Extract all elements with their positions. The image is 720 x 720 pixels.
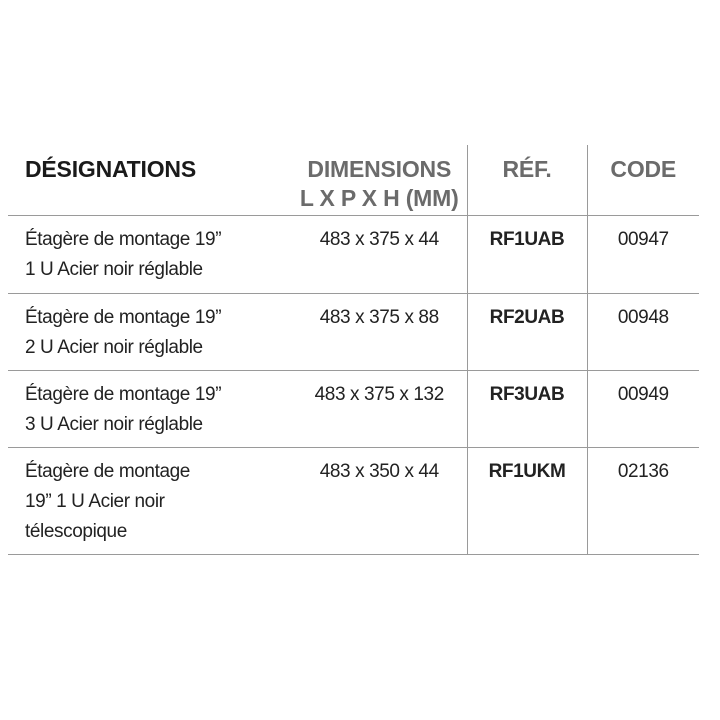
header-dimensions-label: DIMENSIONS	[307, 156, 452, 182]
cell-code: 02136	[587, 447, 699, 554]
header-designations	[8, 145, 292, 215]
cell-ref: RF1UKM	[467, 447, 587, 554]
cell-code: 00948	[587, 293, 699, 370]
table-row	[8, 447, 699, 554]
cell-ref: RF3UAB	[467, 370, 587, 447]
header-code-label: CODE	[610, 156, 677, 182]
product-spec-table	[8, 145, 699, 555]
cell-code: 00949	[587, 370, 699, 447]
cell-designation	[8, 447, 292, 554]
header-ref-label: RÉF.	[502, 156, 552, 182]
header-code	[587, 145, 699, 215]
designation-line: 19” 1 U Acier noir	[25, 490, 165, 512]
cell-code: 00947	[587, 215, 699, 293]
cell-dimensions: 483 x 375 x 132	[292, 370, 467, 447]
cell-ref: RF1UAB	[467, 215, 587, 293]
designation-line: Étagère de montage 19”	[25, 228, 222, 250]
designation-line: Étagère de montage	[25, 460, 190, 482]
header-ref	[467, 145, 587, 215]
header-dimensions	[292, 145, 467, 215]
designation-line: Étagère de montage 19”	[25, 306, 222, 328]
designation-line: 3 U Acier noir réglable	[25, 413, 203, 435]
table-row	[8, 370, 699, 447]
table-row	[8, 215, 699, 293]
header-dimensions-unit: L X P X H (MM)	[299, 185, 459, 211]
designation-line: Étagère de montage 19”	[25, 383, 222, 405]
cell-dimensions: 483 x 375 x 88	[292, 293, 467, 370]
cell-dimensions: 483 x 350 x 44	[292, 447, 467, 554]
table-header-row	[8, 145, 699, 215]
designation-line: 2 U Acier noir réglable	[25, 336, 203, 358]
header-designations-label: DÉSIGNATIONS	[25, 156, 196, 182]
table-row	[8, 293, 699, 370]
cell-designation	[8, 215, 292, 293]
cell-designation	[8, 293, 292, 370]
cell-designation	[8, 370, 292, 447]
cell-ref: RF2UAB	[467, 293, 587, 370]
cell-dimensions: 483 x 375 x 44	[292, 215, 467, 293]
designation-line: télescopique	[25, 520, 127, 542]
designation-line: 1 U Acier noir réglable	[25, 258, 203, 280]
